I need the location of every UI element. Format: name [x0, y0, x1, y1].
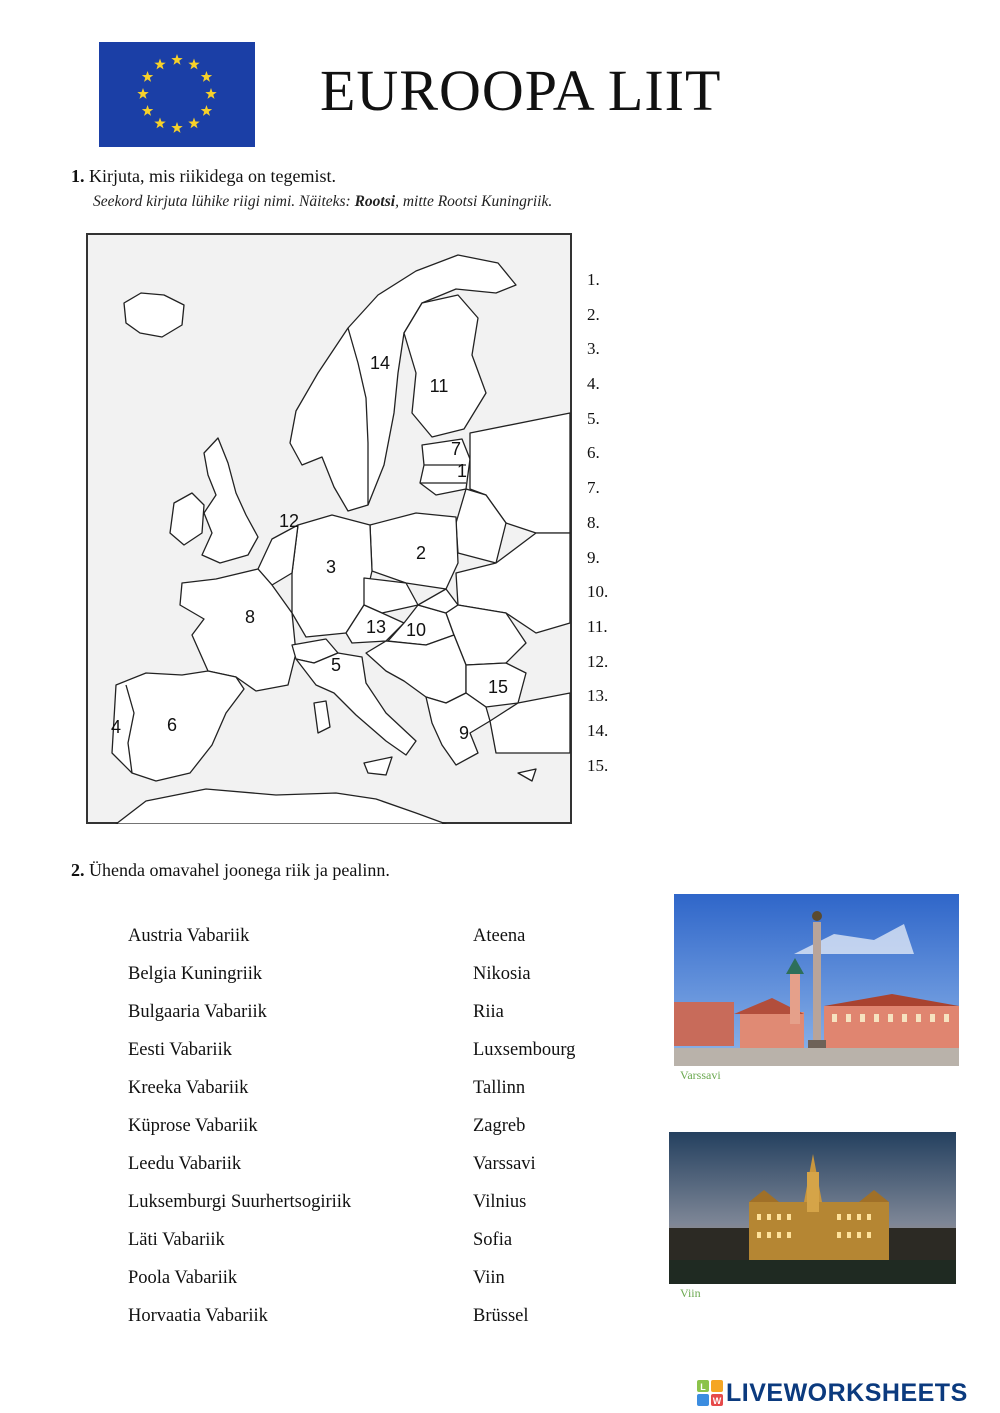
eu-flag-icon: [99, 42, 255, 147]
answer-number: 15.: [587, 755, 609, 775]
map-label-14: 14: [369, 353, 391, 373]
capital-item[interactable]: Varssavi: [473, 1154, 536, 1174]
warsaw-caption: Varssavi: [680, 1068, 721, 1082]
country-item[interactable]: Eesti Vabariik: [128, 1040, 232, 1060]
map-label-12: 12: [278, 511, 300, 531]
map-label-1: 1: [456, 461, 468, 481]
liveworksheets-text: LIVEWORKSHEETS: [726, 1378, 968, 1407]
map-label-2: 2: [415, 543, 427, 563]
country-item[interactable]: Bulgaaria Vabariik: [128, 1002, 267, 1022]
country-item[interactable]: Poola Vabariik: [128, 1268, 238, 1288]
answer-number: 6.: [587, 443, 600, 463]
answer-number: 13.: [587, 686, 609, 706]
country-item[interactable]: Küprose Vabariik: [128, 1116, 258, 1136]
map-label-6: 6: [166, 715, 178, 735]
answer-number: 12.: [587, 651, 609, 671]
answer-number: 4.: [587, 374, 600, 394]
country-item[interactable]: Kreeka Vabariik: [128, 1078, 249, 1098]
task2-instruction: [71, 860, 390, 881]
capital-item[interactable]: Luxsembourg: [473, 1040, 576, 1060]
logo-mark-l: L: [700, 1382, 706, 1392]
vienna-caption: Viin: [680, 1286, 701, 1300]
task2-text: Ühenda omavahel joonega riik ja pealinn.: [89, 860, 390, 880]
task1-instruction: [71, 166, 336, 187]
map-label-10: 10: [405, 620, 427, 640]
page-title: EUROOPA LIIT: [320, 58, 722, 123]
map-label-5: 5: [330, 655, 342, 675]
task1-text: Kirjuta, mis riikidega on tegemist.: [89, 166, 336, 186]
map-label-7: 7: [450, 439, 462, 459]
answer-number: 1.: [587, 270, 600, 289]
sub-suffix: , mitte Rootsi Kuningriik.: [395, 193, 553, 210]
map-label-3: 3: [325, 557, 337, 577]
capital-item[interactable]: Tallinn: [473, 1078, 526, 1098]
capital-item[interactable]: Zagreb: [473, 1116, 526, 1136]
capital-item[interactable]: Brüssel: [473, 1306, 529, 1326]
answer-number: 3.: [587, 339, 600, 359]
warsaw-photo: [674, 894, 959, 1066]
map-label-15: 15: [487, 677, 509, 697]
logo-mark-w: W: [712, 1396, 722, 1406]
map-label-13: 13: [365, 617, 387, 637]
task1-subinstruction: [93, 193, 552, 211]
capital-item[interactable]: Viin: [473, 1268, 505, 1288]
answer-number: 2.: [587, 304, 600, 324]
task1-number: 1.: [71, 166, 85, 186]
capital-list: [473, 926, 575, 1344]
country-list: [128, 926, 351, 1344]
map-label-4: 4: [110, 717, 122, 737]
answer-number: 11.: [587, 616, 608, 636]
answer-number: 14.: [587, 720, 609, 740]
country-item[interactable]: Austria Vabariik: [128, 926, 250, 946]
country-item[interactable]: Luksemburgi Suurhertsogiriik: [128, 1192, 352, 1212]
capital-item[interactable]: Riia: [473, 1002, 504, 1022]
map-label-9: 9: [458, 723, 470, 743]
liveworksheets-logo: [697, 1378, 968, 1408]
country-item[interactable]: Horvaatia Vabariik: [128, 1306, 268, 1326]
map-label-8: 8: [244, 607, 256, 627]
answer-number: 5.: [587, 408, 600, 428]
capital-item[interactable]: Nikosia: [473, 964, 531, 984]
answer-list: [587, 270, 608, 790]
answer-number: 9.: [587, 547, 600, 567]
vienna-photo: [669, 1132, 956, 1284]
sub-prefix: Seekord kirjuta lühike riigi nimi. Näiteks:: [93, 193, 355, 210]
country-item[interactable]: Belgia Kuningriik: [128, 964, 263, 984]
capital-item[interactable]: Sofia: [473, 1230, 513, 1250]
answer-number: 7.: [587, 478, 600, 498]
europe-map: [86, 233, 572, 824]
sub-example: Rootsi: [354, 193, 396, 210]
liveworksheets-mark-icon: [697, 1380, 723, 1406]
answer-number: 8.: [587, 512, 600, 532]
capital-item[interactable]: Vilnius: [473, 1192, 527, 1212]
answer-number: 10.: [587, 582, 609, 602]
country-item[interactable]: Läti Vabariik: [128, 1230, 225, 1250]
country-item[interactable]: Leedu Vabariik: [128, 1154, 242, 1174]
capital-item[interactable]: Ateena: [473, 926, 526, 946]
task2-number: 2.: [71, 860, 85, 880]
map-label-11: 11: [429, 376, 449, 396]
